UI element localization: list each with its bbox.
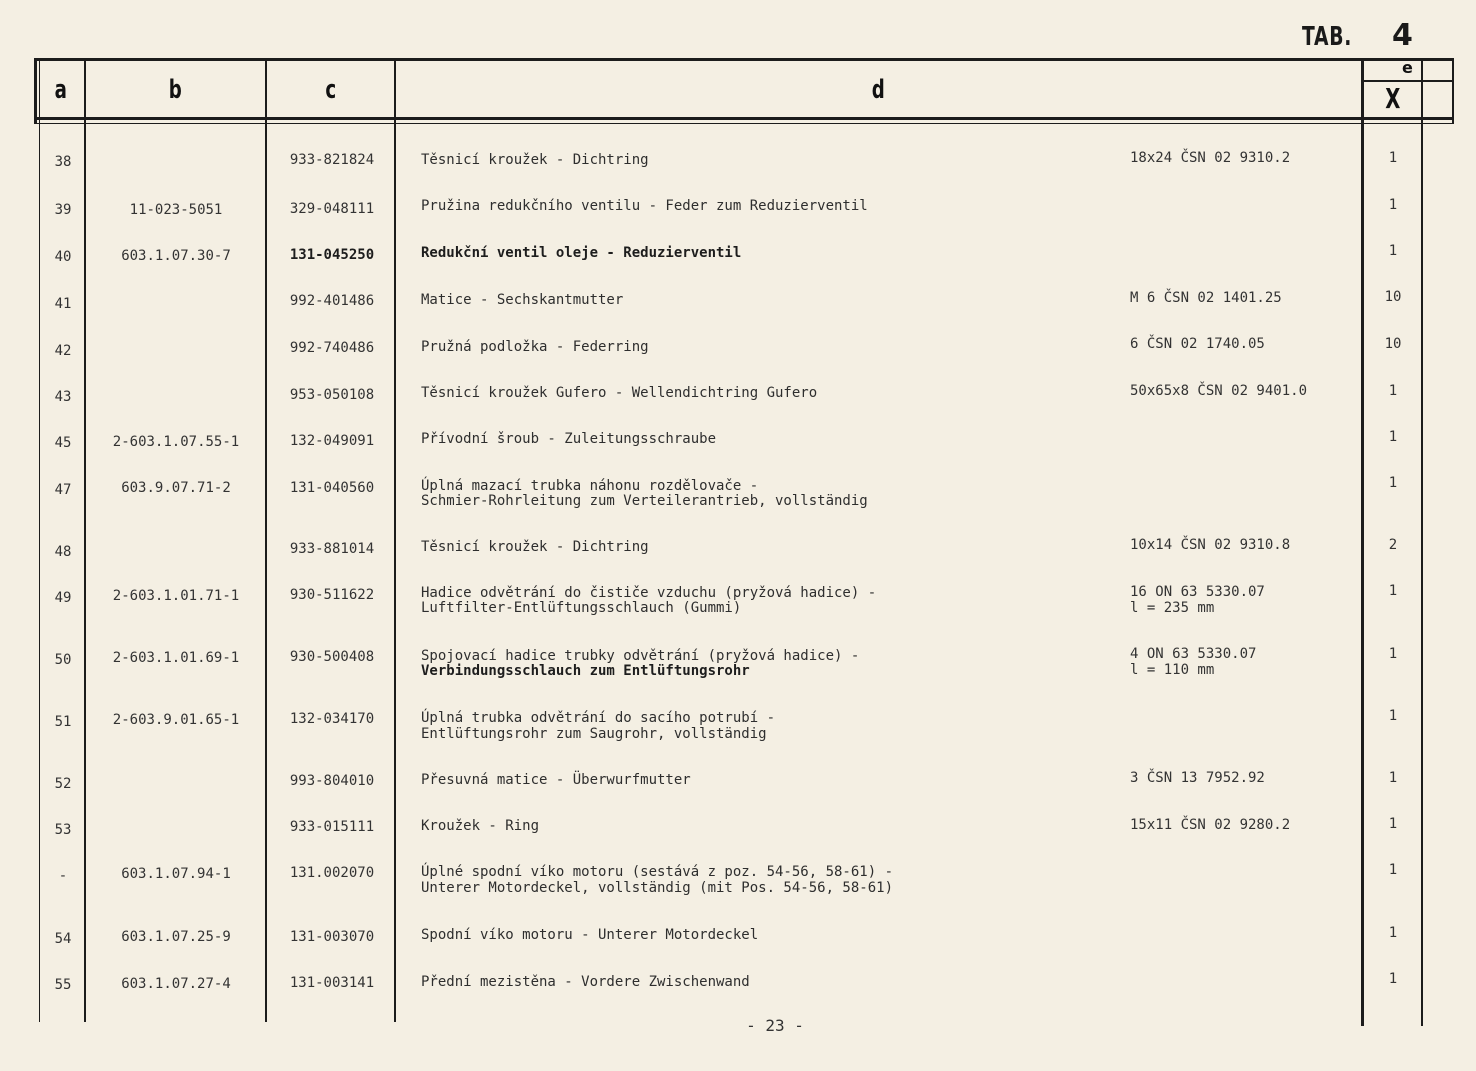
- table-row-b: 2-603.1.07.55-1: [112, 434, 240, 450]
- table-row-d: Kroužek - Ring: [421, 818, 540, 834]
- table-row-c: 930-511622: [289, 587, 375, 603]
- table-row-qty: 1: [1388, 383, 1398, 399]
- table-row-c: 131.002070: [289, 865, 375, 881]
- table-row-a: 47: [54, 482, 72, 498]
- table-row-a: 50: [54, 652, 72, 668]
- table-row-qty: 1: [1388, 475, 1398, 491]
- table-row-b: 2-603.9.01.65-1: [112, 712, 240, 728]
- table-row-a: 39: [54, 202, 72, 218]
- table-row-c: 930-500408: [289, 649, 375, 665]
- table-row-c: 131-003141: [289, 975, 375, 991]
- header-col-e: e: [1402, 58, 1413, 77]
- table-row-d: Matice - Sechskantmutter: [421, 292, 624, 308]
- header-col-x: X: [1385, 82, 1401, 115]
- table-row-spec: 4 ON 63 5330.07: [1130, 646, 1257, 662]
- page-number: - 23 -: [746, 1016, 804, 1035]
- right-border: [1452, 58, 1454, 124]
- header-bottom-border-thin: [34, 123, 1454, 124]
- table-row-d: Úplné spodní víko motoru (sestává z poz. 54-56, 58-61) -: [421, 864, 894, 880]
- table-row-a: 51: [54, 714, 72, 730]
- table-row-d-line2: Luftfilter-Entlüftungsschlauch (Gummi): [421, 600, 742, 616]
- header-col-d: d: [871, 75, 886, 105]
- table-row-a: 49: [54, 590, 72, 606]
- table-row-a: 40: [54, 249, 72, 265]
- table-row-spec: 15x11 ČSN 02 9280.2: [1130, 817, 1291, 833]
- table-row-d: Přesuvná matice - Überwurfmutter: [421, 772, 691, 788]
- table-row-qty: 1: [1388, 243, 1398, 259]
- table-row-d-line2: Verbindungsschlauch zum Entlüftungsrohr: [421, 663, 750, 679]
- header-col-a: a: [54, 75, 67, 105]
- table-number: 4: [1392, 18, 1413, 53]
- table-row-a: -: [58, 868, 68, 884]
- table-row-spec: 50x65x8 ČSN 02 9401.0: [1130, 383, 1308, 399]
- header-col-b: b: [168, 75, 183, 105]
- table-row-c: 132-049091: [289, 433, 375, 449]
- table-row-d: Pružná podložka - Federring: [421, 339, 649, 355]
- table-row-qty: 1: [1388, 708, 1398, 724]
- table-row-qty: 1: [1388, 429, 1398, 445]
- table-row-b: 11-023-5051: [129, 202, 223, 218]
- table-row-b: 603.1.07.27-4: [121, 976, 231, 992]
- table-label: TAB.: [1302, 22, 1353, 52]
- table-row-c: 992-401486: [289, 293, 375, 309]
- table-row-a: 45: [54, 435, 72, 451]
- table-row-d: Úplná trubka odvětrání do sacího potrubí -: [421, 710, 776, 726]
- table-row-qty: 1: [1388, 971, 1398, 987]
- table-row-b: 603.9.07.71-2: [121, 480, 231, 496]
- table-row-a: 38: [54, 154, 72, 170]
- table-row-qty: 10: [1384, 336, 1402, 352]
- table-row-c: 131-040560: [289, 480, 375, 496]
- table-row-a: 48: [54, 544, 72, 560]
- table-row-qty: 1: [1388, 150, 1398, 166]
- table-row-qty: 1: [1388, 816, 1398, 832]
- table-row-qty: 1: [1388, 925, 1398, 941]
- table-row-a: 53: [54, 822, 72, 838]
- table-row-d: Úplná mazací trubka náhonu rozdělovače -: [421, 478, 759, 494]
- table-row-qty: 1: [1388, 583, 1398, 599]
- table-row-c: 131-003070: [289, 929, 375, 945]
- table-row-spec: 18x24 ČSN 02 9310.2: [1130, 150, 1291, 166]
- col-c-border: [265, 58, 267, 1022]
- table-row-c: 132-034170: [289, 711, 375, 727]
- table-row-a: 52: [54, 776, 72, 792]
- table-row-c: 933-881014: [289, 541, 375, 557]
- table-row-b: 2-603.1.01.69-1: [112, 650, 240, 666]
- table-row-a: 42: [54, 343, 72, 359]
- table-row-qty: 1: [1388, 646, 1398, 662]
- table-row-c: 992-740486: [289, 340, 375, 356]
- table-row-d: Spojovací hadice trubky odvětrání (pryžová hadice) -: [421, 648, 860, 664]
- table-row-d: Těsnicí kroužek Gufero - Wellendichtring Gufero: [421, 385, 818, 401]
- table-row-spec: 16 ON 63 5330.07: [1130, 584, 1265, 600]
- table-row-qty: 2: [1388, 537, 1398, 553]
- col-d-border: [394, 58, 396, 1022]
- table-row-d-line2: Schmier-Rohrleitung zum Verteilerantrieb, vollständig: [421, 493, 868, 509]
- table-row-qty: 1: [1388, 197, 1398, 213]
- table-row-d-line2: Unterer Motordeckel, vollständig (mit Pos. 54-56, 58-61): [421, 880, 894, 896]
- table-row-qty: 1: [1388, 770, 1398, 786]
- table-row-c: 993-804010: [289, 773, 375, 789]
- table-row-d-line2: Entlüftungsrohr zum Saugrohr, vollständig: [421, 726, 767, 742]
- table-row-c: 933-015111: [289, 819, 375, 835]
- table-row-spec: 3 ČSN 13 7952.92: [1130, 770, 1265, 786]
- table-row-b: 603.1.07.25-9: [121, 929, 231, 945]
- table-row-b: 603.1.07.30-7: [121, 248, 231, 264]
- table-row-b: 603.1.07.94-1: [121, 866, 231, 882]
- table-row-qty: 1: [1388, 862, 1398, 878]
- table-row-a: 54: [54, 931, 72, 947]
- table-row-spec: 6 ČSN 02 1740.05: [1130, 336, 1265, 352]
- header-col-c: c: [325, 75, 336, 105]
- table-row-spec-line2: l = 110 mm: [1130, 662, 1215, 678]
- table-row-qty: 10: [1384, 289, 1402, 305]
- table-row-a: 43: [54, 389, 72, 405]
- table-row-d: Těsnicí kroužek - Dichtring: [421, 539, 649, 555]
- top-border: [34, 58, 1454, 61]
- table-row-spec: M 6 ČSN 02 1401.25: [1130, 290, 1282, 306]
- table-row-a: 41: [54, 296, 72, 312]
- table-row-d: Hadice odvětrání do čističe vzduchu (pryžová hadice) -: [421, 585, 877, 601]
- table-row-d: Spodní víko motoru - Unterer Motordeckel: [421, 927, 759, 943]
- table-row-spec-line2: l = 235 mm: [1130, 600, 1215, 616]
- table-row-c: 131-045250: [289, 247, 375, 263]
- table-row-d: Pružina redukčního ventilu - Feder zum Reduzierventil: [421, 198, 868, 214]
- table-row-c: 953-050108: [289, 387, 375, 403]
- table-row-d: Přívodní šroub - Zuleitungsschraube: [421, 431, 717, 447]
- table-row-d: Přední mezistěna - Vordere Zwischenwand: [421, 974, 750, 990]
- table-row-c: 933-821824: [289, 152, 375, 168]
- table-row-c: 329-048111: [289, 201, 375, 217]
- table-row-spec: 10x14 ČSN 02 9310.8: [1130, 537, 1291, 553]
- table-row-a: 55: [54, 977, 72, 993]
- table-row-b: 2-603.1.01.71-1: [112, 588, 240, 604]
- table-row-d: Redukční ventil oleje - Reduzierventil: [421, 245, 742, 261]
- table-row-d: Těsnicí kroužek - Dichtring: [421, 152, 649, 168]
